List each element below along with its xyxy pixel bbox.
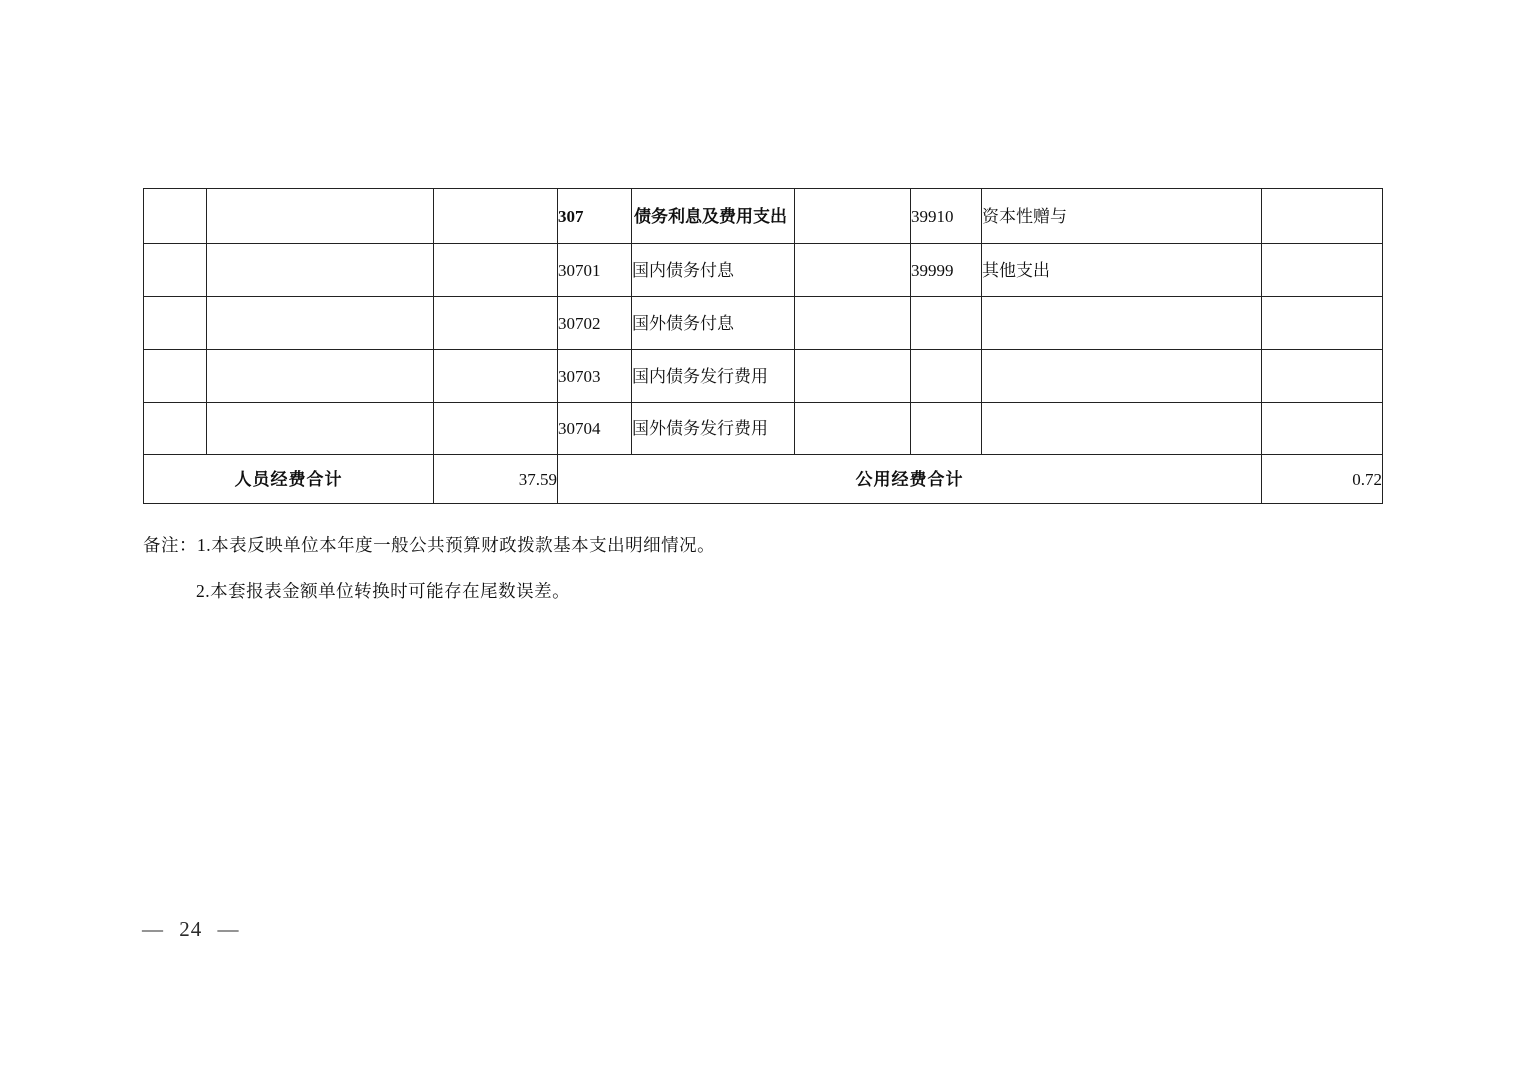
totals-row xyxy=(144,455,1383,504)
economic-class-name xyxy=(982,403,1262,455)
page-number: — 24 — xyxy=(142,917,240,941)
empty-cell xyxy=(1262,350,1383,403)
economic-class-name: 资本性赠与 xyxy=(982,189,1262,244)
empty-cell xyxy=(434,189,558,244)
empty-cell xyxy=(144,403,207,455)
empty-cell xyxy=(795,189,911,244)
economic-class-code: 39910 xyxy=(911,189,982,244)
empty-cell xyxy=(207,189,434,244)
empty-cell xyxy=(207,350,434,403)
empty-cell xyxy=(144,297,207,350)
empty-cell xyxy=(1262,244,1383,297)
empty-cell xyxy=(144,350,207,403)
economic-class-name xyxy=(982,350,1262,403)
economic-class-code: 30701 xyxy=(558,244,632,297)
notes-line-2: 2.本套报表金额单位转换时可能存在尾数误差。 xyxy=(196,581,571,601)
economic-class-name: 国内债务付息 xyxy=(632,244,795,297)
economic-class-code: 30702 xyxy=(558,297,632,350)
empty-cell xyxy=(434,403,558,455)
economic-class-code xyxy=(911,297,982,350)
economic-class-name: 其他支出 xyxy=(982,244,1262,297)
economic-class-name xyxy=(982,297,1262,350)
economic-class-name: 债务利息及费用支出 xyxy=(632,189,795,244)
economic-class-name: 国外债务发行费用 xyxy=(632,403,795,455)
economic-class-name: 国外债务付息 xyxy=(632,297,795,350)
table-row xyxy=(144,189,1383,244)
economic-class-code xyxy=(911,403,982,455)
personnel-total-value: 37.59 xyxy=(434,455,558,504)
empty-cell xyxy=(434,350,558,403)
empty-cell xyxy=(144,189,207,244)
economic-class-name: 国内债务发行费用 xyxy=(632,350,795,403)
empty-cell xyxy=(795,244,911,297)
empty-cell xyxy=(795,403,911,455)
economic-class-code: 39999 xyxy=(911,244,982,297)
public-total-label: 公用经费合计 xyxy=(558,455,1262,504)
empty-cell xyxy=(434,297,558,350)
empty-cell xyxy=(207,403,434,455)
empty-cell xyxy=(207,244,434,297)
empty-cell xyxy=(144,244,207,297)
economic-class-code: 307 xyxy=(558,189,632,244)
public-total-value: 0.72 xyxy=(1262,455,1383,504)
empty-cell xyxy=(795,350,911,403)
table-row xyxy=(144,297,1383,350)
table-row xyxy=(144,244,1383,297)
empty-cell xyxy=(1262,403,1383,455)
table-row xyxy=(144,350,1383,403)
basic-expenditure-detail-table xyxy=(143,188,1383,504)
table-row xyxy=(144,403,1383,455)
personnel-total-label: 人员经费合计 xyxy=(144,455,434,504)
empty-cell xyxy=(207,297,434,350)
economic-class-code: 30704 xyxy=(558,403,632,455)
economic-class-code xyxy=(911,350,982,403)
empty-cell xyxy=(795,297,911,350)
empty-cell xyxy=(1262,297,1383,350)
empty-cell xyxy=(1262,189,1383,244)
notes-line-1: 备注：1.本表反映单位本年度一般公共预算财政拨款基本支出明细情况。 xyxy=(143,535,716,555)
empty-cell xyxy=(434,244,558,297)
economic-class-code: 30703 xyxy=(558,350,632,403)
